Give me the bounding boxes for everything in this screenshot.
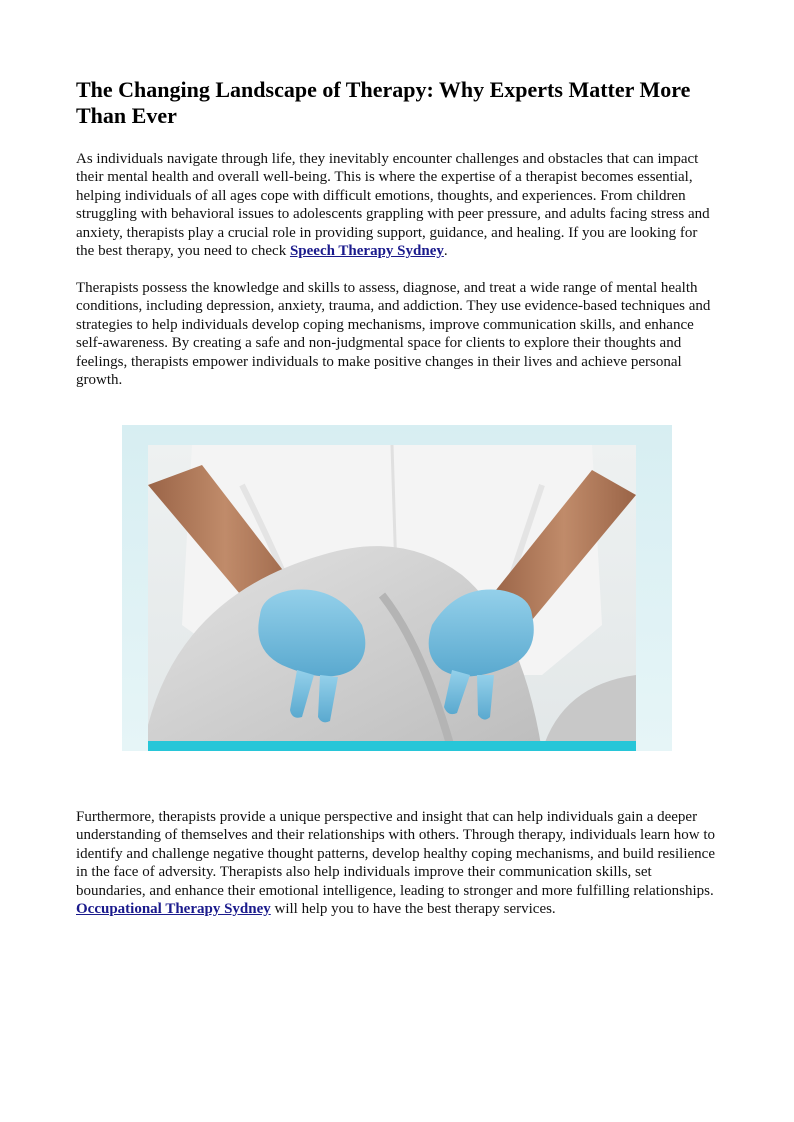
paragraph-therapists: Therapists possess the knowledge and skills to assess, diagnose, and treat a wide range of mental health conditions, including depression, anxiety, trauma, and addiction. They use evidence-based techniques and strategies to help individuals develop coping mechanisms, improve communication skills, and enhance self-awareness. By creating a safe and non-judgmental space for clients to explore their thoughts and feelings, therapists empower individuals to make positive changes in their lives and achieve personal growth. bbox=[76, 280, 711, 389]
paragraph-furthermore-text: Furthermore, therapists provide a unique perspective and insight that can help individuals gain a deeper understanding of themselves and their relationships with others. Through therapy, individuals learn how to identify and challenge negative thought patterns, develop healthy coping mechanisms, and build resilience in the face of adversity. Therapists also help individuals improve their communication skills, set boundaries, and enhance their emotional intelligence, leading to stronger and more fulfilling relationships. bbox=[76, 809, 716, 899]
paragraph-furthermore bbox=[76, 808, 718, 918]
occupational-therapy-link[interactable]: Occupational Therapy Sydney bbox=[76, 901, 271, 918]
paragraph-intro-end: . bbox=[443, 243, 448, 260]
therapy-photo bbox=[122, 425, 672, 751]
speech-therapy-link[interactable]: Speech Therapy Sydney bbox=[289, 243, 444, 260]
paragraph-furthermore-end: will help you to have the best therapy services. bbox=[270, 901, 556, 918]
photo-accent-bar bbox=[148, 741, 636, 751]
article-title: The Changing Landscape of Therapy: Why Experts Matter More Than Ever bbox=[76, 77, 691, 128]
paragraph-intro-text: As individuals navigate through life, they inevitably encounter challenges and obstacles that can impact their mental health and overall well-being. This is where the expertise of a therapist becomes essential, helping individuals of all ages cope with difficult emotions, thoughts, and experiences. From children struggling with behavioral issues to adolescents grappling with peer pressure, and adults facing stress and anxiety, therapists play a crucial role in providing support, guidance, and healing. If you are looking for the best therapy, you need to check bbox=[76, 151, 710, 260]
therapy-photo-illustration bbox=[122, 425, 672, 751]
paragraph-intro bbox=[76, 150, 718, 260]
